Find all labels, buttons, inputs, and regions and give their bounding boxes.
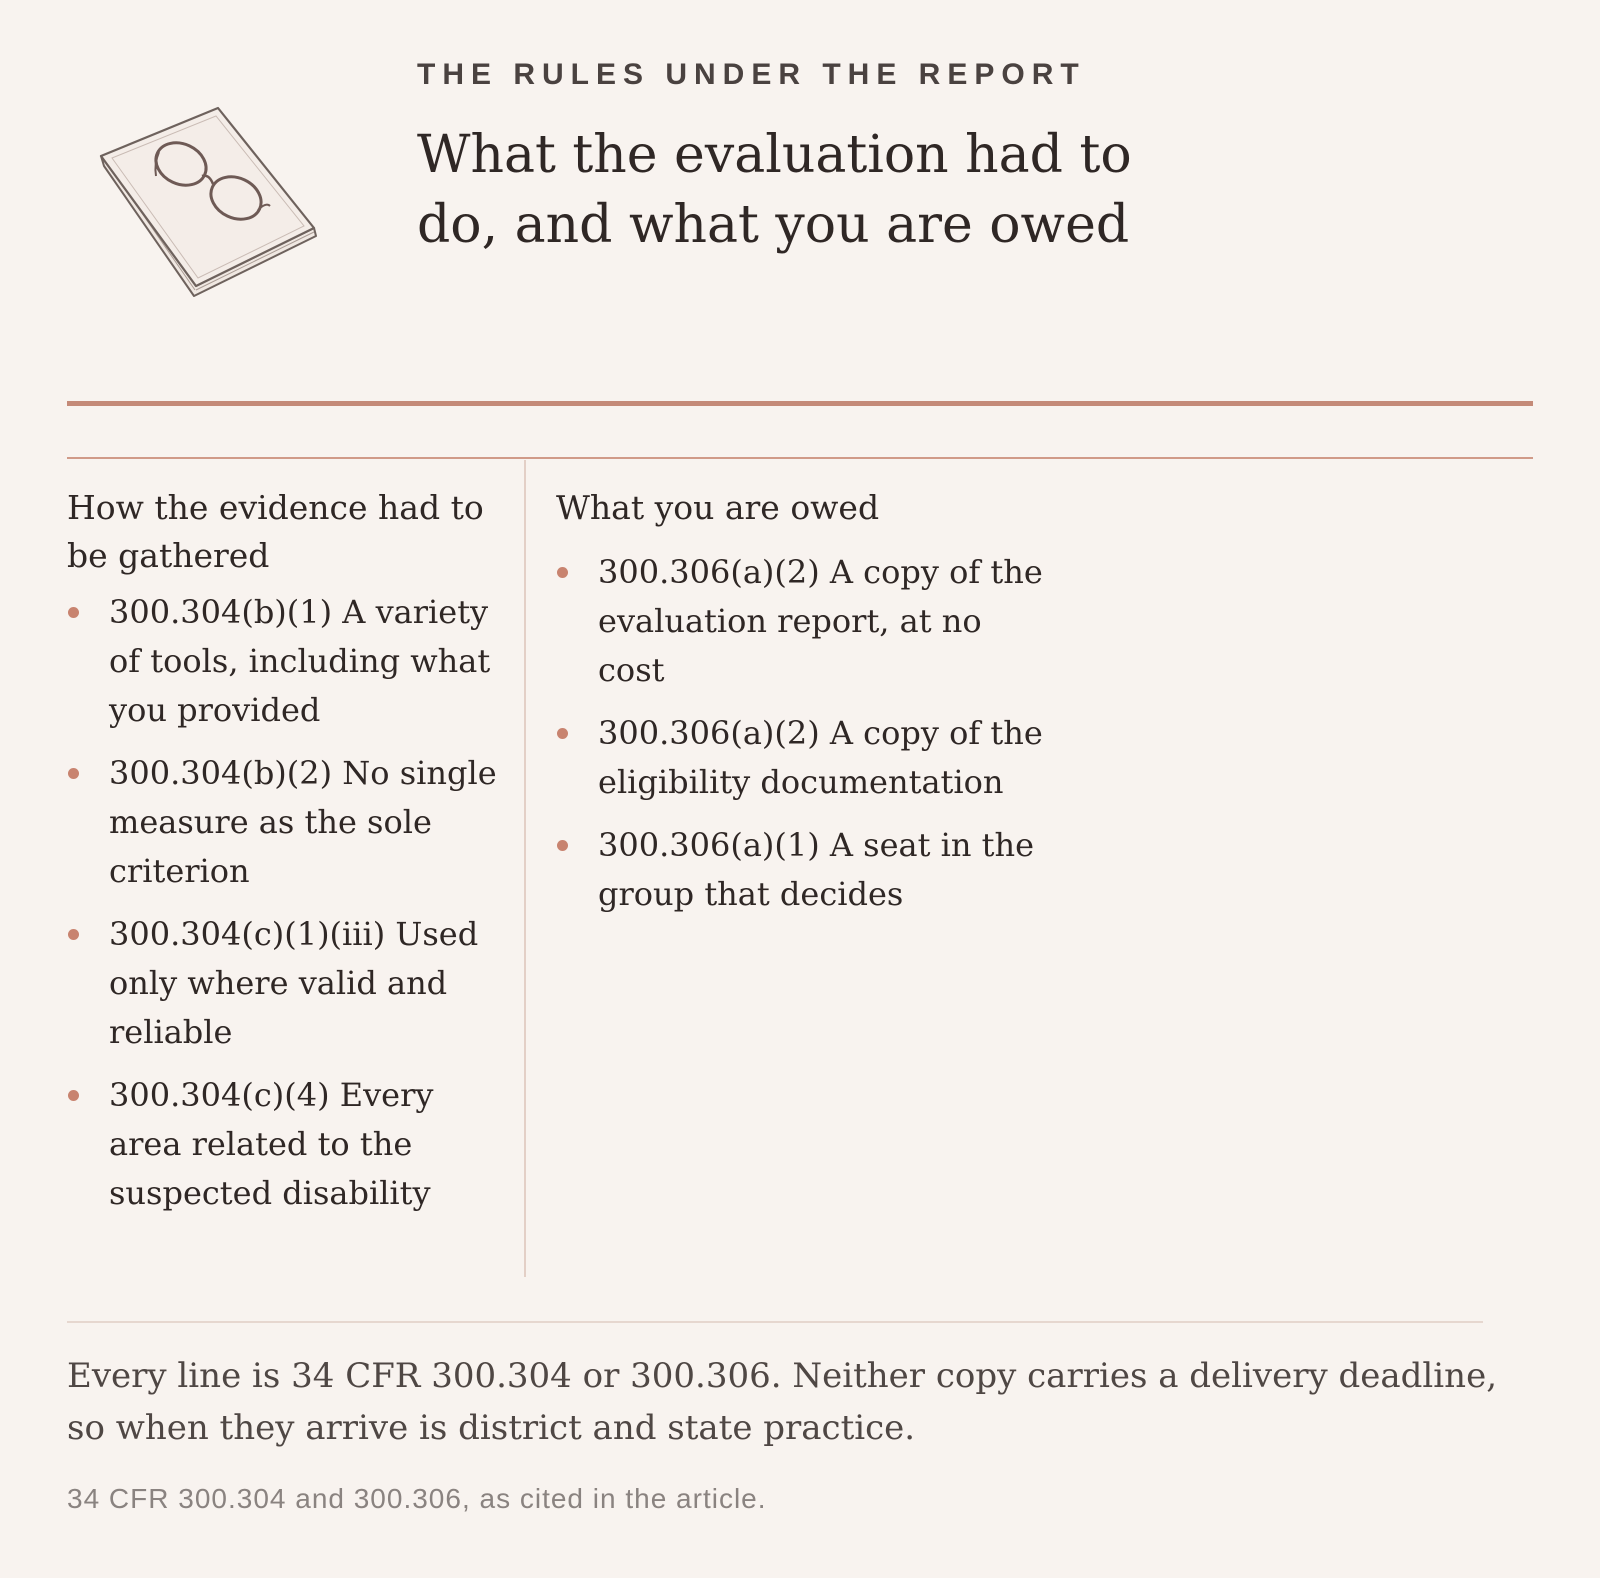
footer-divider (67, 1321, 1483, 1323)
column-divider (524, 460, 526, 1277)
list-item-text: 300.306(a)(2) A copy of the eligibility documentation (598, 714, 1043, 801)
list-item (67, 588, 507, 735)
owed-column (556, 484, 1056, 933)
footer-note: Every line is 34 CFR 300.304 or 300.306. Neither copy carries a delivery deadline, so when they arrive is district and state practice. (67, 1356, 1498, 1448)
header-divider (67, 401, 1533, 406)
evidence-list (67, 588, 507, 1218)
list-item-text: 300.304(b)(2) No single measure as the sole criterion (109, 754, 497, 890)
evidence-column-heading: How the evidence had to be gathered (67, 488, 484, 575)
bullet-icon (68, 1090, 79, 1101)
list-item (556, 709, 1056, 807)
table-top-divider (67, 457, 1533, 459)
list-item (67, 1071, 507, 1218)
list-item-text: 300.304(c)(1)(iii) Used only where valid and reliable (109, 915, 479, 1051)
bullet-icon (68, 768, 79, 779)
list-item-text: 300.304(b)(1) A variety of tools, including what you provided (109, 593, 491, 729)
list-item-text: 300.304(c)(4) Every area related to the suspected disability (109, 1076, 434, 1212)
list-item (556, 821, 1056, 919)
bullet-icon (557, 728, 568, 739)
bullet-icon (557, 567, 568, 578)
list-item (556, 548, 1056, 695)
book-with-glasses-icon (96, 104, 326, 304)
owed-column-heading: What you are owed (556, 488, 880, 527)
bullet-icon (68, 607, 79, 618)
list-item (67, 910, 507, 1057)
list-item (67, 749, 507, 896)
source-citation: 34 CFR 300.304 and 300.306, as cited in the article. (67, 1483, 767, 1514)
bullet-icon (557, 840, 568, 851)
evidence-column (67, 484, 507, 1232)
list-item-text: 300.306(a)(2) A copy of the evaluation report, at no cost (598, 553, 1043, 689)
bullet-icon (68, 929, 79, 940)
list-item-text: 300.306(a)(1) A seat in the group that decides (598, 826, 1035, 913)
section-eyebrow: THE RULES UNDER THE REPORT (417, 58, 1086, 91)
owed-list (556, 548, 1056, 919)
page-title: What the evaluation had to do, and what you are owed (417, 125, 1132, 255)
